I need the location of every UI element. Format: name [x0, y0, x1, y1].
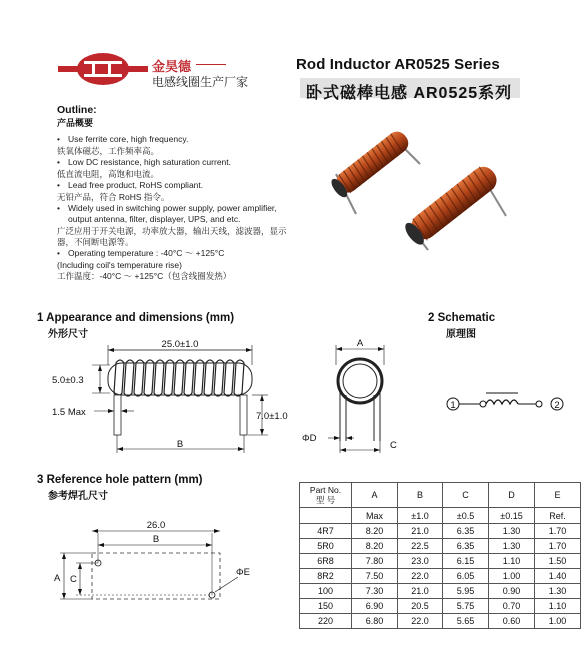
table-cell: 7.30	[352, 584, 398, 599]
table-cell: 6.35	[443, 539, 489, 554]
outline-item-cn: 低直流电阻，高饱和电流。	[57, 169, 160, 179]
schematic-symbol	[440, 385, 570, 421]
table-cell: 6.35	[443, 524, 489, 539]
footprint-outline	[92, 553, 220, 599]
right-lead	[240, 395, 247, 435]
company-tagline: 电感线圈生产厂家	[152, 75, 249, 89]
table-cell: 20.5	[398, 599, 443, 614]
table-header-cell: A	[352, 483, 398, 508]
inductor-coil-icon	[486, 400, 518, 404]
table-cell: 23.0	[398, 554, 443, 569]
table-cell: 1.10	[535, 599, 581, 614]
table-cell: 1.70	[535, 524, 581, 539]
table-row	[300, 569, 581, 584]
table-row	[300, 584, 581, 599]
pin2-label: 2	[554, 400, 560, 411]
header-part-no-cn: 型 号	[315, 495, 336, 505]
table-row	[300, 599, 581, 614]
table-cell: 5R0	[300, 539, 352, 554]
table-cell: 7.50	[352, 569, 398, 584]
hole-pattern-drawing	[40, 515, 280, 625]
dim-total: 26.0	[146, 520, 166, 531]
table-header-cell: B	[398, 483, 443, 508]
outline-item-en: Lead free product, RoHS compliant.	[68, 180, 204, 190]
table-cell: ±1.0	[398, 508, 443, 524]
table-cell: 150	[300, 599, 352, 614]
table-cell: 0.60	[489, 614, 535, 629]
table-cell: 22.5	[398, 539, 443, 554]
table-body	[300, 524, 581, 629]
dim-b: B	[176, 439, 184, 450]
outline-item	[57, 203, 297, 225]
outline-item-en: Operating temperature : -40°C ～ +125°C	[68, 248, 225, 258]
table-cell: Ref.	[535, 508, 581, 524]
table-cell: 6.15	[443, 554, 489, 569]
outline-item-cn: 无铅产品，符合 RoHS 指令。	[57, 192, 170, 202]
outline-item-en: Widely used in switching power supply, power amplifier, output antenna, filter, displayer, UPS, and etc.	[68, 203, 277, 224]
table-header-row	[300, 483, 581, 508]
dimension-table	[299, 482, 581, 629]
dim-hole-c: C	[70, 574, 77, 585]
table-cell: 0.70	[489, 599, 535, 614]
section1-title-en: 1 Appearance and dimensions (mm)	[37, 312, 235, 324]
logo-mark-icon	[58, 52, 148, 86]
product-title-cn: 卧式磁棒电感 AR0525系列	[306, 85, 513, 102]
table-cell: 6.90	[352, 599, 398, 614]
table-cell: ±0.5	[443, 508, 489, 524]
dim-hole-a: A	[54, 573, 61, 584]
table-cell: ±0.15	[489, 508, 535, 524]
table-header-cell: C	[443, 483, 489, 508]
table-header-cell	[300, 483, 352, 508]
header-part-no: Part No.	[309, 485, 342, 495]
pin1-label: 1	[450, 400, 456, 411]
section2-title-cn: 原理图	[446, 329, 476, 340]
table-cell: 1.30	[489, 539, 535, 554]
section3-title-en: 3 Reference hole pattern (mm)	[37, 474, 203, 486]
dim-phi-d: ΦD	[302, 433, 317, 444]
table-cell: 1.70	[535, 539, 581, 554]
dim-phi-e: ΦE	[236, 567, 250, 578]
outline-item-en: Use ferrite core, high frequency.	[68, 134, 189, 144]
coil-side-view	[114, 360, 244, 396]
table-cell: 6.05	[443, 569, 489, 584]
table-cell: 1.30	[535, 584, 581, 599]
dim-max: 1.5 Max	[52, 407, 86, 418]
dim-length: 25.0±1.0	[161, 339, 199, 350]
end-view-drawing	[300, 335, 410, 465]
product-title-en: Rod Inductor AR0525 Series	[296, 56, 500, 73]
dim-hole-b: B	[152, 534, 160, 545]
table-cell: 7.80	[352, 554, 398, 569]
outline-item	[57, 248, 297, 259]
table-cell	[300, 508, 352, 524]
table-cell: Max	[352, 508, 398, 524]
section2-title-en: 2 Schematic	[428, 312, 496, 324]
appearance-drawing	[0, 335, 300, 465]
outline-item-en2: (Including coil's temperature rise)	[57, 260, 182, 270]
company-logo	[58, 52, 148, 86]
table-cell: 1.10	[489, 554, 535, 569]
outline-list	[57, 134, 297, 282]
dim-c: C	[390, 440, 397, 451]
table-cell: 5.65	[443, 614, 489, 629]
product-photo	[316, 104, 514, 252]
table-cell: 0.90	[489, 584, 535, 599]
dim-lead-length: 7.0±1.0	[256, 411, 288, 422]
table-cell: 1.00	[489, 569, 535, 584]
outline-title-cn: 产品概要	[57, 118, 94, 128]
table-cell: 1.40	[535, 569, 581, 584]
table-cell: 1.30	[489, 524, 535, 539]
outline-item-en: Low DC resistance, high saturation current.	[68, 157, 231, 167]
table-header-cell: D	[489, 483, 535, 508]
table-cell: 1.50	[535, 554, 581, 569]
logo-rule	[196, 64, 226, 65]
outline-item	[57, 134, 297, 145]
coil-end-circle	[338, 359, 382, 403]
table-cell: 6R8	[300, 554, 352, 569]
table-cell: 8.20	[352, 539, 398, 554]
table-row	[300, 554, 581, 569]
table-cell: 21.0	[398, 584, 443, 599]
table-cell: 8.20	[352, 524, 398, 539]
company-name: 金昊德	[152, 59, 192, 74]
outline-section	[57, 104, 297, 282]
left-lead	[114, 395, 121, 435]
table-cell: 100	[300, 584, 352, 599]
table-row	[300, 539, 581, 554]
dim-diameter: 5.0±0.3	[52, 375, 84, 386]
dim-a: A	[356, 338, 364, 349]
table-cell: 1.00	[535, 614, 581, 629]
outline-item	[57, 157, 297, 168]
outline-item-cn: 广泛应用于开关电源，功率放大器，输出天线，滤波器，显示器，不间断电源等。	[57, 226, 287, 247]
outline-item-cn: 工作温度：-40°C ～ +125°C（包含线圈发热）	[57, 271, 232, 281]
table-cell: 22.0	[398, 569, 443, 584]
outline-item-cn: 铁氧体磁芯，工作频率高。	[57, 146, 160, 156]
table-tolerance-row	[300, 508, 581, 524]
table-cell: 21.0	[398, 524, 443, 539]
outline-title-en: Outline:	[57, 104, 97, 116]
table-cell: 22.0	[398, 614, 443, 629]
core-outline	[108, 363, 252, 395]
table-cell: 5.75	[443, 599, 489, 614]
table-header-cell: E	[535, 483, 581, 508]
table-row	[300, 614, 581, 629]
section3-title-cn: 参考焊孔尺寸	[48, 491, 108, 502]
table-row	[300, 524, 581, 539]
table-cell: 8R2	[300, 569, 352, 584]
outline-item	[57, 180, 297, 191]
table-cell: 220	[300, 614, 352, 629]
table-cell: 5.95	[443, 584, 489, 599]
table-cell: 4R7	[300, 524, 352, 539]
table-cell: 6.80	[352, 614, 398, 629]
section1-title-cn: 外形尺寸	[48, 329, 88, 340]
